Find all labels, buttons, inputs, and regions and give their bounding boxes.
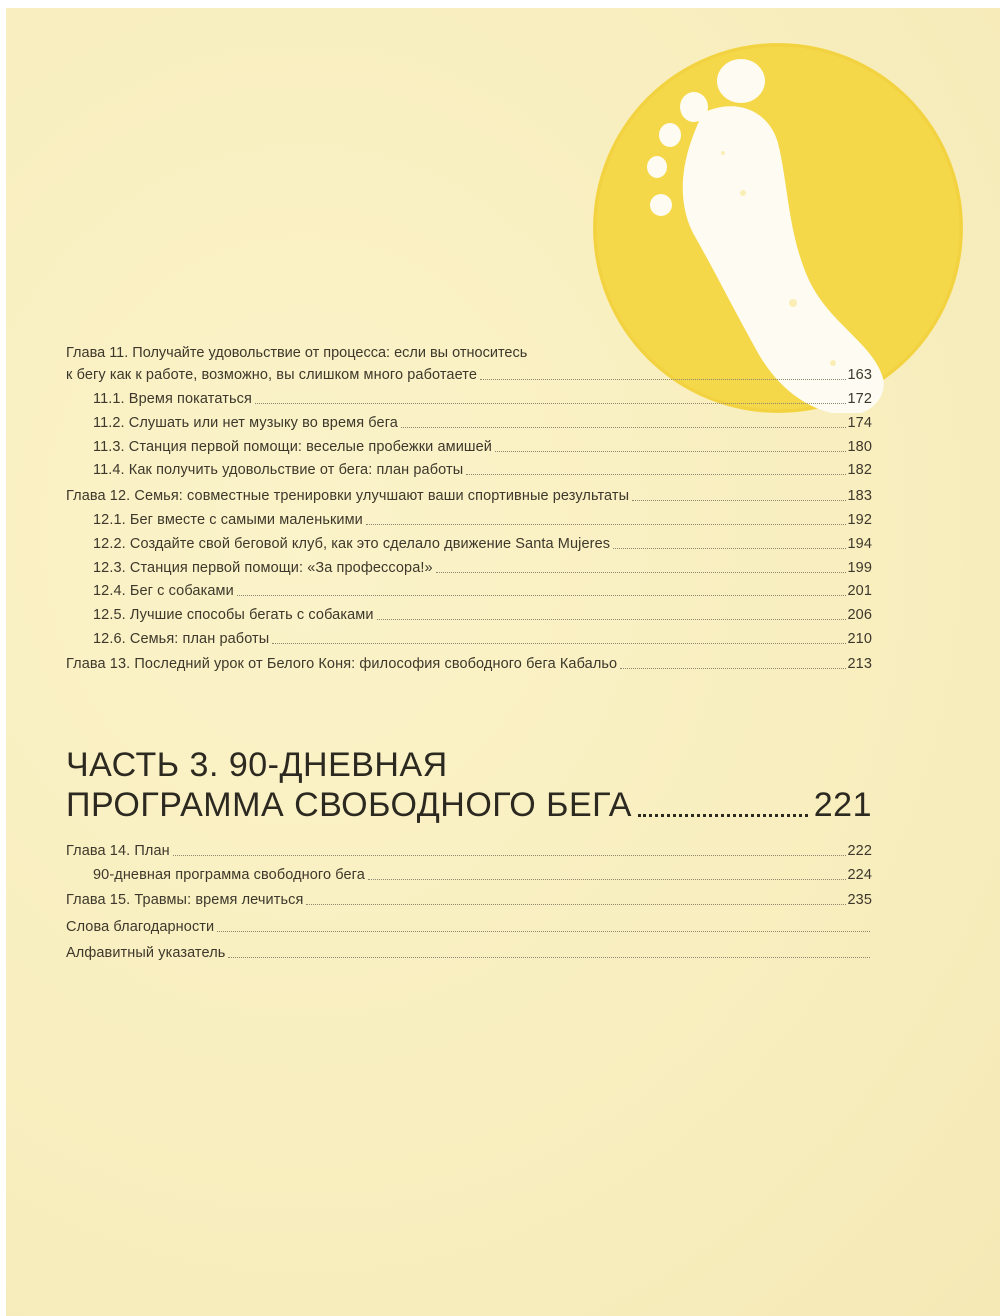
toc-entry-label: Глава 13. Последний урок от Белого Коня: философия свободного бега Кабальо	[66, 656, 618, 672]
toc-entry-label: Глава 14. План	[66, 843, 170, 859]
toc-page-number: 213	[847, 656, 872, 672]
toc-entry-label: 11.2. Слушать или нет музыку во время бега	[93, 415, 398, 431]
dot-leader	[272, 642, 845, 644]
dot-leader	[632, 499, 845, 501]
dot-leader	[480, 378, 846, 380]
part-3-heading-line2-row	[66, 785, 872, 825]
toc-entry-label: 12.1. Бег вместе с самыми маленькими	[93, 512, 363, 528]
toc-page-number: 172	[847, 391, 872, 407]
part-3-heading[interactable]	[66, 745, 872, 825]
toc-entry[interactable]	[66, 507, 872, 529]
toc-entry-label: Алфавитный указатель	[66, 945, 226, 961]
toc-entry-label: 90-дневная программа свободного бега	[93, 867, 365, 883]
toc-entry[interactable]	[66, 626, 872, 648]
toc-page-number: 174	[847, 415, 872, 431]
toc-entry-label: 11.3. Станция первой помощи: веселые пробежки амишей	[93, 439, 492, 455]
toc-entry-chapter-13[interactable]	[66, 651, 872, 673]
dot-leader	[613, 547, 845, 549]
toc-entry[interactable]	[66, 555, 872, 577]
toc-entry-index[interactable]	[66, 940, 872, 962]
toc-page-number: 180	[847, 439, 872, 455]
toc-entry-chapter-11[interactable]	[66, 362, 872, 384]
toc-entry[interactable]	[66, 862, 872, 884]
toc-entry[interactable]	[66, 578, 872, 600]
toc-page-number: 222	[847, 843, 872, 859]
toc-entry[interactable]	[66, 386, 872, 408]
toc-page-number: 224	[847, 867, 872, 883]
dot-leader	[217, 930, 870, 932]
toc-entry-chapter-12[interactable]	[66, 483, 872, 505]
toc-entry-chapter-15[interactable]	[66, 887, 872, 909]
dot-leader	[366, 523, 846, 525]
dot-leader	[466, 473, 845, 475]
toc-entry[interactable]	[66, 602, 872, 624]
book-page	[6, 8, 1000, 1316]
toc-entry-label: 11.1. Время покататься	[93, 391, 252, 407]
toc-page-number: 182	[847, 462, 872, 478]
toc-entry-label: 12.5. Лучшие способы бегать с собаками	[93, 607, 374, 623]
dot-leader	[377, 618, 846, 620]
dot-leader	[237, 594, 846, 596]
toc-entry-label: 12.4. Бег с собаками	[93, 583, 234, 599]
toc-entry[interactable]	[66, 410, 872, 432]
dot-leader	[436, 571, 846, 573]
toc-page-number: 210	[847, 631, 872, 647]
toc-entry-chapter-11-line1[interactable]: Глава 11. Получайте удовольствие от процесса: если вы относитесь	[66, 345, 528, 361]
toc-page-number: 201	[847, 583, 872, 599]
toc-page-number: 235	[847, 892, 872, 908]
toc-page-number: 206	[847, 607, 872, 623]
dot-leader	[368, 878, 846, 880]
toc-page-number: 194	[847, 536, 872, 552]
toc-entry-label: к бегу как к работе, возможно, вы слишком много работаете	[66, 367, 477, 383]
toc-entry-label: 12.6. Семья: план работы	[93, 631, 270, 647]
toc-entry-label: Слова благодарности	[66, 919, 215, 935]
toc-page-number: 163	[847, 367, 872, 383]
toc-entry-label: 12.3. Станция первой помощи: «За профессора!»	[93, 560, 433, 576]
toc-entry[interactable]	[66, 531, 872, 553]
toc-entry[interactable]	[66, 457, 872, 479]
toc-page-number: 192	[847, 512, 872, 528]
toc-entry-label: Глава 15. Травмы: время лечиться	[66, 892, 304, 908]
dot-leader	[228, 956, 870, 958]
toc-entry-label: 12.2. Создайте свой беговой клуб, как это сделало движение Santa Mujeres	[93, 536, 611, 552]
toc-entry-label: Глава 12. Семья: совместные тренировки улучшают ваши спортивные результаты	[66, 488, 630, 504]
footprint-icon	[593, 43, 963, 413]
dot-leader	[401, 426, 846, 428]
part-3-page-number: 221	[813, 786, 872, 824]
dot-leader	[638, 813, 808, 817]
dot-leader	[620, 667, 845, 669]
dot-leader	[173, 854, 846, 856]
dot-leader	[495, 450, 846, 452]
toc-page-number: 199	[847, 560, 872, 576]
part-3-heading-line1: ЧАСТЬ 3. 90-ДНЕВНАЯ	[66, 746, 448, 784]
part-3-heading-line2: ПРОГРАММА СВОБОДНОГО БЕГА	[66, 786, 632, 824]
toc-entry[interactable]	[66, 434, 872, 456]
toc-entry-chapter-14[interactable]	[66, 838, 872, 860]
dot-leader	[255, 402, 846, 404]
toc-entry-acknowledgements[interactable]	[66, 914, 872, 936]
dot-leader	[306, 903, 845, 905]
toc-entry-label: 11.4. Как получить удовольствие от бега: план работы	[93, 462, 464, 478]
toc-page-number: 183	[847, 488, 872, 504]
